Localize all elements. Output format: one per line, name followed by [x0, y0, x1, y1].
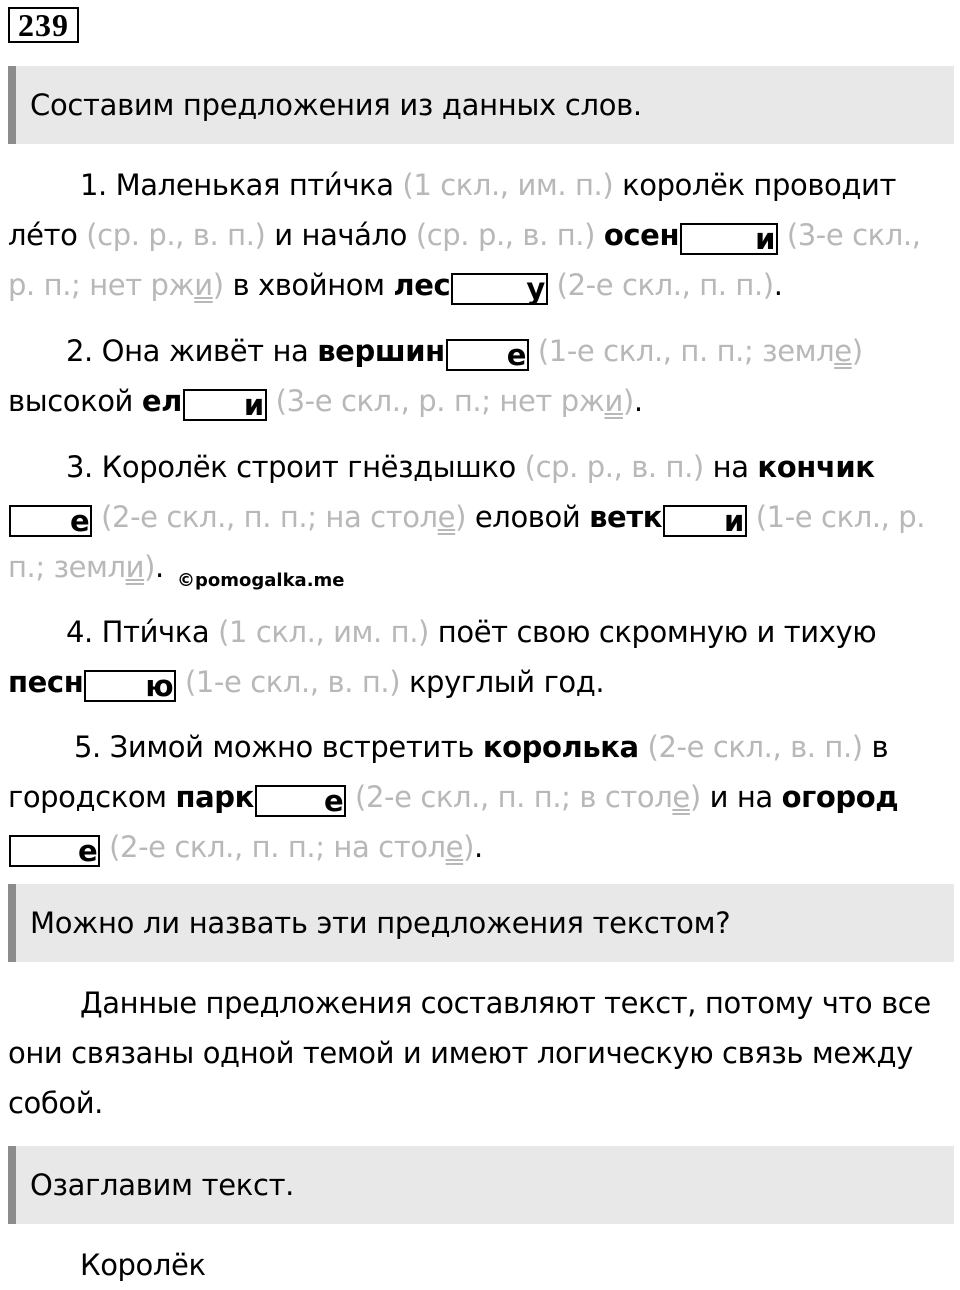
- grammar-note: (1 скл., им. п.): [402, 168, 614, 202]
- ending-box: е: [9, 835, 100, 867]
- key-word: огород: [781, 780, 899, 814]
- grammar-note: (2-е скл., п. п.; на столе): [100, 830, 475, 864]
- sentence-4: [8, 607, 952, 707]
- ending-box: ю: [84, 670, 176, 702]
- grammar-note: (3-е скл., р. п.; нет ржи): [266, 384, 634, 418]
- check-ending: е: [445, 830, 464, 864]
- grammar-note: (1-е скл., п. п.; земле): [529, 334, 863, 368]
- ending-box: и: [183, 389, 267, 421]
- key-word: осен: [603, 218, 680, 252]
- section-heading-question: Можно ли назвать эти предложения текстом?: [8, 884, 954, 962]
- grammar-note: (1-е скл., р. п.; земли): [8, 500, 926, 584]
- key-word: кончик: [757, 450, 875, 484]
- sentence-text: 1. Маленькая пти́чка: [80, 168, 403, 202]
- grammar-note: (ср. р., в. п.): [86, 218, 266, 252]
- answer-paragraph: Данные предложения составляют текст, потому что все они связаны одной темой и имеют логическую связь между собой.: [8, 986, 931, 1120]
- sentence-text: на: [703, 450, 758, 484]
- ending-box: и: [680, 223, 778, 255]
- sentence-text: 4. Пти́чка: [66, 615, 219, 649]
- check-ending: е: [834, 334, 852, 368]
- key-word: ел: [141, 384, 182, 418]
- task-number: 239: [8, 7, 79, 43]
- sentence-text: еловой: [466, 500, 590, 534]
- section-heading-title-task: Озаглавим текст.: [8, 1146, 954, 1224]
- section-heading-compose: Составим предложения из данных слов.: [8, 66, 954, 144]
- grammar-note: (ср. р., в. п.): [415, 218, 596, 252]
- sentence-text: [595, 218, 604, 252]
- key-word: ветк: [589, 500, 663, 534]
- check-ending: и: [604, 384, 623, 418]
- sentence-text: высокой: [8, 384, 142, 418]
- key-word: парк: [175, 780, 254, 814]
- key-word: лес: [393, 268, 451, 302]
- watermark: ©pomogalka.me: [177, 570, 345, 591]
- ending-box: у: [451, 273, 548, 305]
- sentence-text: поёт свою скромную и тихую: [428, 615, 877, 649]
- ending-box: е: [446, 339, 529, 371]
- ending-box: е: [9, 505, 92, 537]
- check-ending: е: [437, 500, 456, 534]
- grammar-note: (2-е скл., п. п.; на столе): [92, 500, 467, 534]
- sentence-text: .: [474, 830, 483, 864]
- sentence-text: .: [155, 550, 164, 584]
- text-title: Королёк: [80, 1248, 206, 1282]
- sentence-text: .: [773, 268, 783, 302]
- ending-box: е: [255, 785, 346, 817]
- sentence-3: [8, 442, 952, 592]
- grammar-note: (1 скл., им. п.): [218, 615, 429, 649]
- check-ending: и: [194, 268, 213, 302]
- sentence-text: в городском: [8, 730, 889, 814]
- key-word: вершин: [317, 334, 445, 368]
- sentence-text: и на: [700, 780, 782, 814]
- sentence-text: круглый год.: [400, 665, 605, 699]
- grammar-note: (2-е скл., п. п.): [547, 268, 774, 302]
- sentence-text: и нача́ло: [265, 218, 416, 252]
- ending-box: и: [663, 505, 747, 537]
- sentence-text: 2. Она живёт на: [66, 334, 318, 368]
- key-word: песн: [8, 665, 84, 699]
- grammar-note: (2-е скл., в. п.): [638, 730, 863, 764]
- sentence-text: в хвойном: [223, 268, 394, 302]
- sentence-2: [8, 326, 952, 426]
- check-ending: е: [672, 780, 690, 814]
- key-word: королька: [482, 730, 639, 764]
- grammar-note: (1-е скл., в. п.): [176, 665, 401, 699]
- grammar-note: (2-е скл., п. п.; в столе): [346, 780, 701, 814]
- grammar-note: (3-е скл., р. п.; нет ржи): [8, 218, 921, 302]
- sentence-1: [8, 160, 952, 310]
- sentence-text: королёк проводит ле́то: [8, 168, 896, 252]
- sentence-text: 5. Зимой можно встретить: [74, 730, 483, 764]
- sentence-text: 3. Королёк строит гнёздышко: [66, 450, 525, 484]
- grammar-note: (ср. р., в. п.): [524, 450, 704, 484]
- sentence-5: [8, 722, 952, 872]
- check-ending: и: [125, 550, 145, 584]
- sentence-text: .: [633, 384, 643, 418]
